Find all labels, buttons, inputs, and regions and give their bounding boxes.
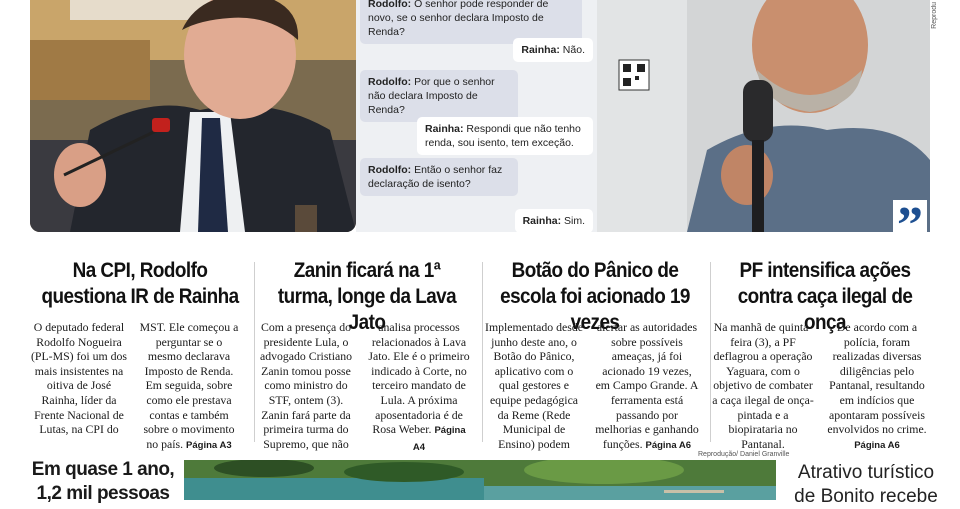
chat-bubble-rainha bbox=[513, 38, 593, 62]
chat-text: Não. bbox=[559, 44, 585, 56]
chat-bubble-rodolfo bbox=[360, 70, 518, 122]
river-photo-illustration bbox=[184, 460, 776, 500]
story-body-col1: O deputado federal Rodolfo Nogueira (PL-MS) foi um dos mais insistentes na oitiva de José Rainha, líder da Frente Nacional de Lutas, na CPI do bbox=[30, 320, 128, 437]
chat-bubble-rainha bbox=[515, 209, 593, 233]
story-body-col1: Com a presença do presidente Lula, o advogado Cristiano Zanin tomou posse como ministro do STF, ontem (3). Zanin fará parte da primeira turma do Supremo, que não bbox=[259, 320, 353, 451]
chat-text: Então o senhor faz declaração de isento? bbox=[368, 164, 503, 190]
story-body-text: MST. Ele começou a perguntar se o mesmo declarava Imposto de Renda. Em seguida, sobre como ele prestava contas e também sobre o movimento no país. bbox=[139, 320, 239, 451]
rainha-photo-illustration bbox=[597, 0, 930, 232]
chat-text: Respondi que não tenho renda, sou isento, tem exceção. bbox=[425, 123, 581, 149]
page-reference[interactable]: Página A3 bbox=[186, 439, 232, 451]
story-pf-onca[interactable] bbox=[712, 258, 938, 451]
chat-text: Por que o senhor não declara Imposto de Renda? bbox=[368, 76, 495, 116]
cpi-transcript-chat bbox=[356, 0, 597, 232]
photo-credit: Reprodução/ Daniel Granville bbox=[698, 451, 790, 458]
rodolfo-photo-illustration bbox=[30, 0, 356, 232]
column-divider bbox=[254, 262, 255, 442]
story-botao-panico[interactable] bbox=[484, 258, 706, 451]
bottom-left-headline[interactable]: Em quase 1 ano, 1,2 mil pessoas bbox=[31, 459, 175, 504]
story-headline[interactable]: Na CPI, Rodolfo questiona IR de Rainha bbox=[41, 259, 239, 308]
chat-speaker: Rodolfo: bbox=[368, 164, 412, 176]
story-zanin[interactable] bbox=[256, 258, 478, 453]
column-divider bbox=[710, 262, 711, 442]
chat-speaker: Rainha: bbox=[425, 123, 464, 135]
story-body-col2 bbox=[138, 320, 240, 453]
story-headline[interactable]: Botão do Pânico de escola foi acionado 19 vezes bbox=[500, 259, 690, 334]
quote-mark-icon: ” bbox=[893, 200, 927, 234]
chat-speaker: Rainha: bbox=[522, 215, 562, 227]
story-body-col1: Na manhã de quinta-feira (3), a PF deflagrou a operação Yaguara, com o objetivo de combater a caça ilegal de onça-pintada e a biopirataria no Pantanal. bbox=[712, 320, 814, 451]
story-body-col2 bbox=[594, 320, 700, 453]
chat-speaker: Rodolfo: bbox=[368, 76, 412, 88]
chat-bubble-rodolfo bbox=[360, 158, 518, 196]
photo-rodolfo bbox=[30, 0, 356, 232]
chat-speaker: Rodolfo: bbox=[368, 0, 412, 10]
photo-rainha bbox=[597, 0, 930, 232]
photo-credit-vertical: Reprodu bbox=[931, 2, 938, 29]
story-cpi-rodolfo[interactable] bbox=[30, 258, 250, 451]
page-reference[interactable]: Página A6 bbox=[645, 439, 692, 451]
story-body-text: alertar as autoridades sobre possíveis ameaças, já foi acionado 19 vezes, em Campo Grande. A ferramenta está passando por melhorias e ganhando funções. bbox=[595, 320, 699, 451]
story-body-text: De acordo com a polícia, foram realizadas diversas diligências pelo Pantanal, resultando em indícios que apontaram possíveis envolvidos no crime. bbox=[827, 320, 927, 437]
story-headline[interactable]: PF intensifica ações contra caça ilegal de onça bbox=[737, 259, 913, 334]
story-body-col2 bbox=[824, 320, 930, 453]
page-reference[interactable]: Página A4 bbox=[412, 425, 466, 453]
page-reference[interactable]: Página A6 bbox=[854, 439, 900, 451]
story-headline[interactable]: Zanin ficará na 1ª turma, longe da Lava Jato bbox=[277, 259, 457, 334]
bottom-right-headline[interactable]: Atrativo turístico de Bonito recebe bbox=[794, 462, 938, 507]
chat-bubble-rainha bbox=[417, 117, 593, 155]
story-body-text: analisa processos relacionados à Lava Jato. Ele é o primeiro indicado à Corte, no terceiro mandato de Lula. A próxima aposentadoria é de Rosa Weber. bbox=[368, 320, 470, 437]
column-divider bbox=[482, 262, 483, 442]
photo-bonito-river bbox=[184, 460, 776, 500]
chat-text: Sim. bbox=[561, 215, 585, 227]
story-body-col2 bbox=[366, 320, 472, 455]
chat-text: O senhor pode responder de novo, se o senhor declara Imposto de Renda? bbox=[368, 0, 549, 38]
story-body-col1: Implementado desde junho deste ano, o Botão do Pânico, aplicativo com o qual gestores e equipe pedagógica da Reme (Rede Municipal de Ensino) podem bbox=[485, 320, 583, 451]
chat-speaker: Rainha: bbox=[521, 44, 560, 56]
